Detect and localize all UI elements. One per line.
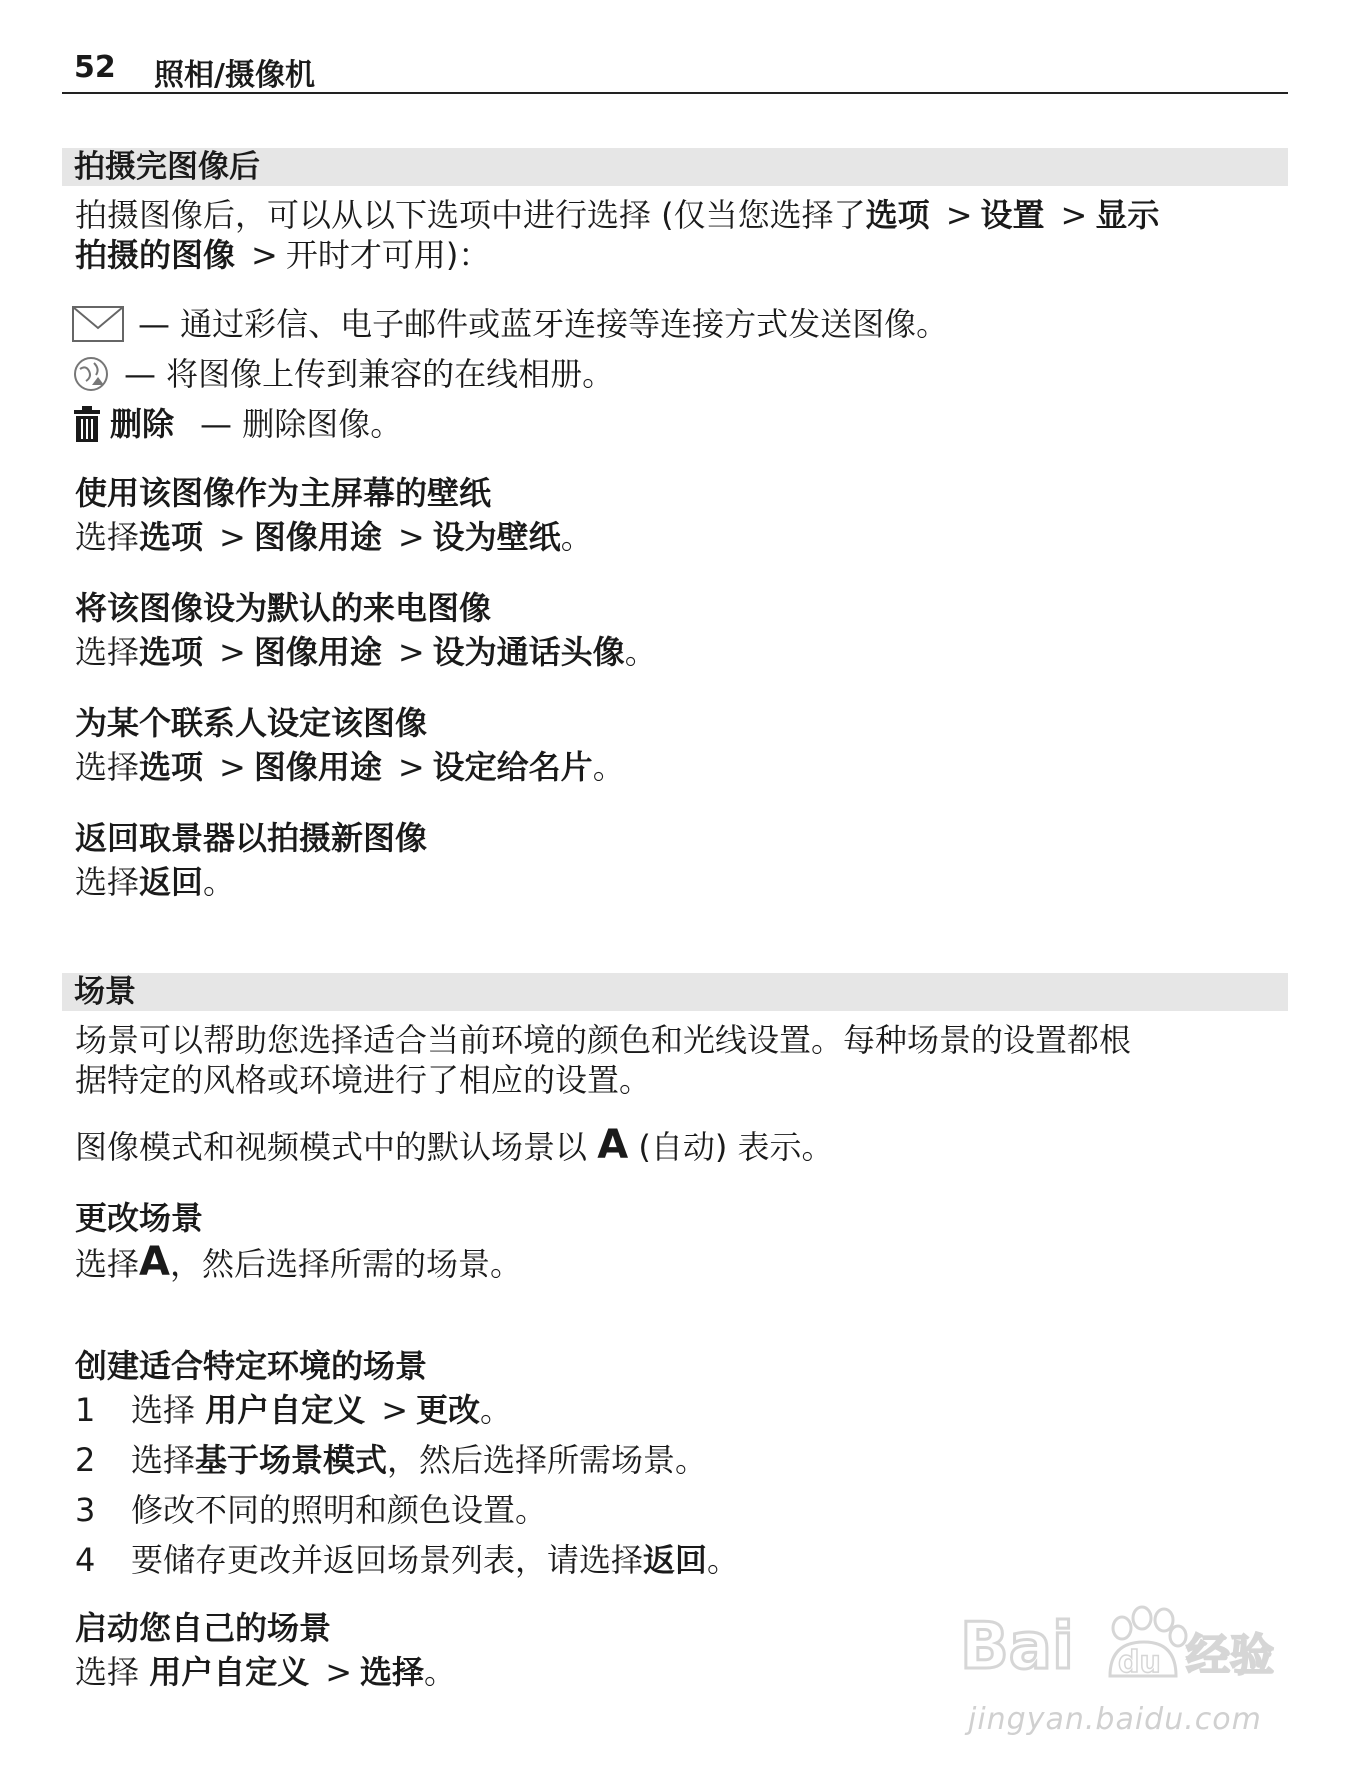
subsection-body-back: 选择返回。 [75, 863, 236, 901]
scenes-default-paragraph: 图像模式和视频模式中的默认场景以 A (自动) 表示。 [75, 1122, 834, 1168]
subsection-body-call-image: 选择选项 > 图像用途 > 设为通话头像。 [75, 633, 657, 671]
step-item: 4 要储存更改并返回场景列表，请选择返回。 [75, 1541, 740, 1579]
chapter-title: 照相/摄像机 [154, 58, 315, 93]
step-item: 1 选择 用户自定义 > 更改。 [75, 1391, 513, 1429]
section-title-band [62, 148, 1288, 186]
send-row: — 通过彩信、电子邮件或蓝牙连接等连接方式发送图像。 [72, 302, 948, 346]
subsection-body-contact: 选择选项 > 图像用途 > 设定给名片。 [75, 748, 625, 786]
watermark-url: jingyan.baidu.com [968, 1702, 1262, 1737]
subsection-heading-create-scene: 创建适合特定环境的场景 [75, 1347, 428, 1385]
section-title-scenes: 场景 [74, 974, 136, 1010]
subsection-body-wallpaper: 选择选项 > 图像用途 > 设为壁纸。 [75, 518, 593, 556]
auto-scene-icon-2: A [139, 1239, 170, 1285]
menu-options: 选项 [865, 196, 930, 234]
svg-text:经验: 经验 [1186, 1630, 1274, 1681]
delete-row: 删除 — 删除图像。 [72, 402, 402, 446]
subsection-body-change-scene: 选择A，然后选择所需的场景。 [75, 1239, 522, 1285]
intro-paragraph: 拍摄图像后，可以从以下选项中进行选择 (仅当您选择了选项 > 设置 > 显示 拍摄的图像 > 开时才可用)： [75, 196, 1160, 274]
step-item: 3 修改不同的照明和颜色设置。 [75, 1491, 548, 1529]
subsection-heading-change-scene: 更改场景 [75, 1199, 204, 1237]
subsection-body-start-scene: 选择 用户自定义 > 选择。 [75, 1653, 457, 1691]
subsection-heading-contact: 为某个联系人设定该图像 [75, 704, 428, 742]
step-item: 2 选择基于场景模式，然后选择所需场景。 [75, 1441, 708, 1479]
subsection-heading-back: 返回取景器以拍摄新图像 [75, 819, 428, 857]
page-header [62, 48, 1288, 94]
trash-icon [72, 405, 102, 443]
subsection-heading-wallpaper: 使用该图像作为主屏幕的壁纸 [75, 474, 492, 512]
baidu-jingyan-watermark-logo [960, 1598, 1280, 1688]
auto-scene-icon: A [597, 1122, 629, 1168]
upload-row: — 将图像上传到兼容的在线相册。 [72, 352, 614, 396]
subsection-heading-start-scene: 启动您自己的场景 [75, 1609, 332, 1647]
globe-upload-icon [72, 355, 110, 393]
section-title-band-scenes [62, 973, 1288, 1011]
subsection-heading-call-image: 将该图像设为默认的来电图像 [75, 589, 492, 627]
envelope-icon [72, 306, 124, 342]
page-number: 52 [74, 50, 116, 85]
scenes-paragraph: 场景可以帮助您选择适合当前环境的颜色和光线设置。每种场景的设置都根 据特定的风格或环境进行了相应的设置。 [75, 1021, 1132, 1099]
delete-label: 删除 [110, 405, 175, 443]
svg-text:du: du [1118, 1645, 1161, 1680]
menu-settings: 设置 [980, 196, 1045, 234]
section-title: 拍摄完图像后 [74, 149, 260, 185]
menu-show-captured: 显示 [1095, 196, 1160, 234]
svg-text:Bai: Bai [960, 1610, 1074, 1684]
